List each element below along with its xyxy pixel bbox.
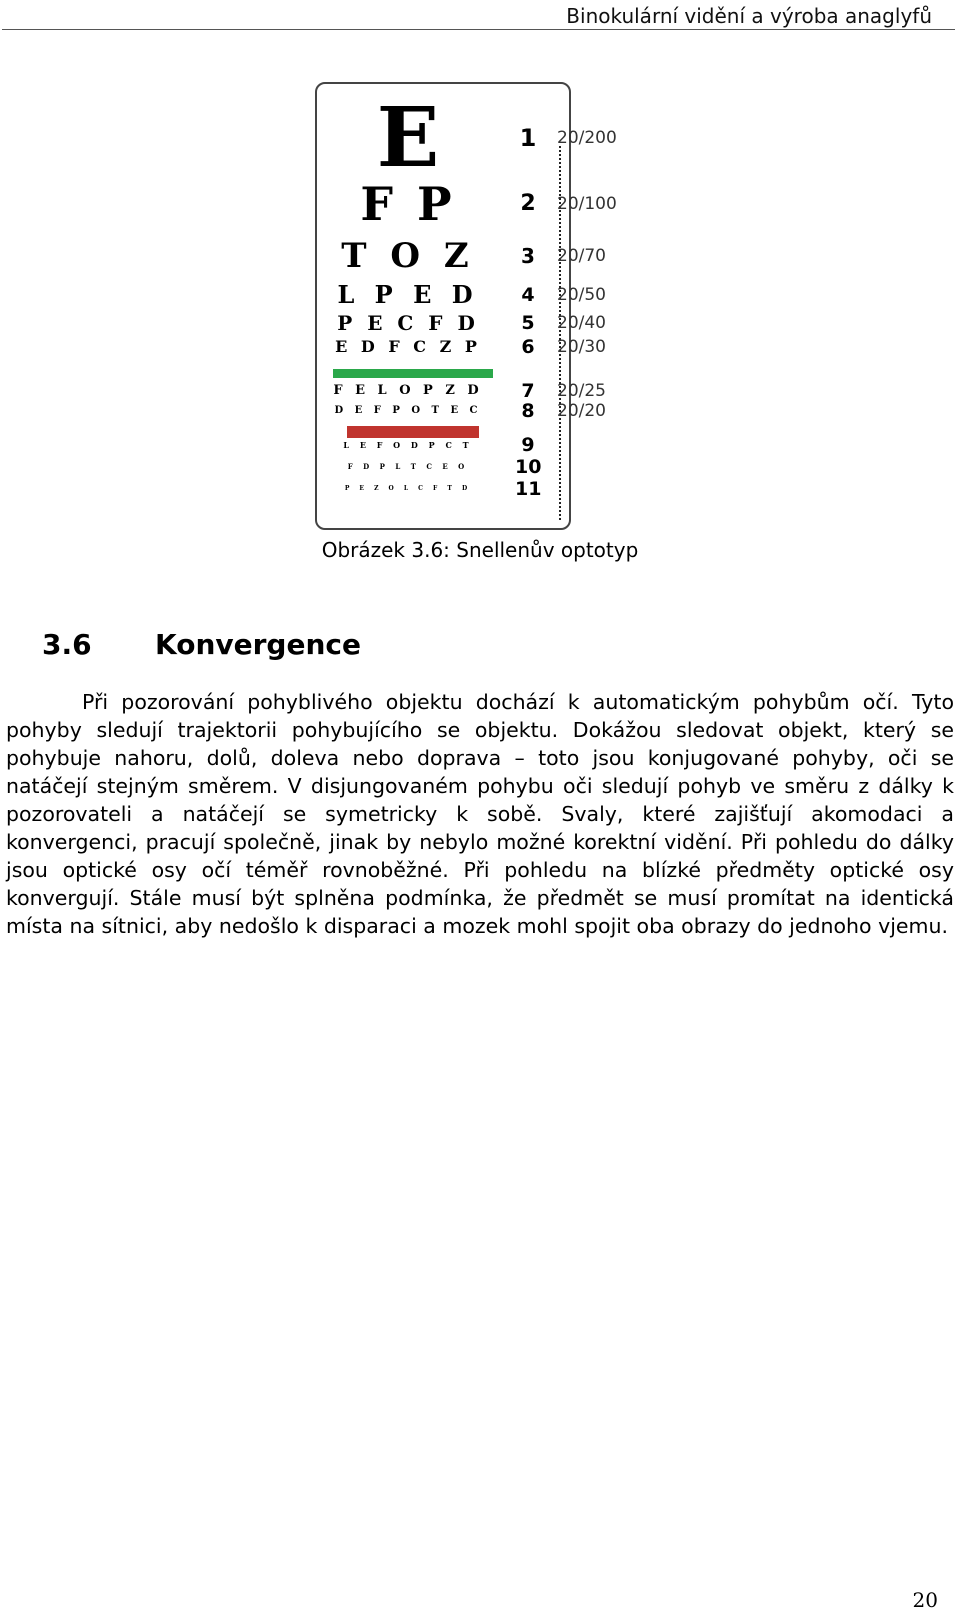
chart-letters: F P	[360, 177, 456, 231]
chart-line-number: 10	[515, 456, 542, 478]
chart-line-number: 1	[519, 124, 537, 152]
section-title: Konvergence	[155, 628, 361, 661]
chart-row	[317, 478, 573, 500]
chart-row	[317, 434, 573, 456]
section-number: 3.6	[42, 628, 92, 661]
page-number: 20	[912, 1588, 938, 1612]
body-paragraph: Při pozorování pohyblivého objektu dochází k automatickým pohybům očí. Tyto pohyby sledují trajektorii pohybujícího se objektu. Dokážou sledovat objekt, který se pohybuje nahoru, dolů, doleva nebo doprava – toto jsou konjugované pohyby, oči se natáčejí stejným směrem. V disjungovaném pohybu oči sledují pohyb ve směru z dálky k pozorovateli a natáčejí se symetricky k sobě. Svaly, které zajišťují akomodaci a konvergenci, pracují společně, jinak by nebylo možné korektní vidění. Při pohledu do dálky jsou optické osy očí téměř rovnoběžné. Při pohledu na blízké předměty optické osy konvergují. Stále musí být splněna podmínka, že předmět se musí promítat na identická místa na sítnici, aby nedošlo k disparaci a mozek mohl spojit oba obrazy do jednoho vjemu.	[6, 690, 954, 938]
chart-letters: F E L O P Z D	[333, 383, 483, 398]
chart-acuity-value: 20/40	[557, 313, 606, 333]
chart-acuity-value: 20/100	[557, 194, 617, 214]
chart-row	[317, 456, 573, 478]
chart-letters: P E C F D	[337, 311, 479, 335]
chart-line-number: 3	[521, 244, 535, 268]
chart-line-number: 6	[521, 336, 535, 358]
chart-line-number: 11	[515, 478, 542, 500]
chart-row	[317, 310, 606, 336]
chart-row	[317, 177, 617, 231]
chart-letters: D E F P O T E C	[334, 405, 482, 416]
running-header: Binokulární vidění a výroba anaglyfů	[566, 4, 932, 28]
chart-letters: L P E D	[337, 280, 479, 309]
chart-line-number: 9	[521, 434, 535, 456]
chart-line-number: 5	[521, 312, 535, 334]
chart-letters: E D F C Z P	[335, 337, 481, 356]
chart-line-number: 4	[521, 284, 535, 306]
chart-acuity-value: 20/70	[557, 246, 606, 266]
chart-letters: L E F O D P C T	[343, 440, 473, 450]
green-line	[333, 369, 493, 378]
snellen-chart-figure	[315, 82, 617, 530]
chart-row	[317, 400, 606, 422]
chart-row	[317, 336, 606, 358]
chart-line-number: 8	[521, 400, 535, 422]
chart-letters: P E Z O L C F T D	[344, 485, 472, 492]
chart-acuity-value: 20/20	[557, 401, 606, 421]
chart-line-number: 7	[521, 380, 535, 402]
figure-caption: Obrázek 3.6: Snellenův optotyp	[321, 538, 639, 562]
chart-letters: T O Z	[341, 236, 475, 276]
chart-acuity-value: 20/25	[557, 381, 606, 401]
header-rule	[2, 29, 955, 30]
chart-line-number: 2	[520, 191, 536, 216]
chart-acuity-value: 20/30	[557, 337, 606, 357]
chart-row	[317, 380, 606, 402]
chart-row	[317, 280, 606, 310]
chart-acuity-value: 20/50	[557, 285, 606, 305]
chart-letters: F D P L T C E O	[347, 462, 469, 471]
chart-letters: E	[376, 90, 440, 186]
chart-row	[317, 90, 617, 186]
chart-acuity-value: 20/200	[557, 128, 617, 148]
chart-row	[317, 236, 606, 276]
